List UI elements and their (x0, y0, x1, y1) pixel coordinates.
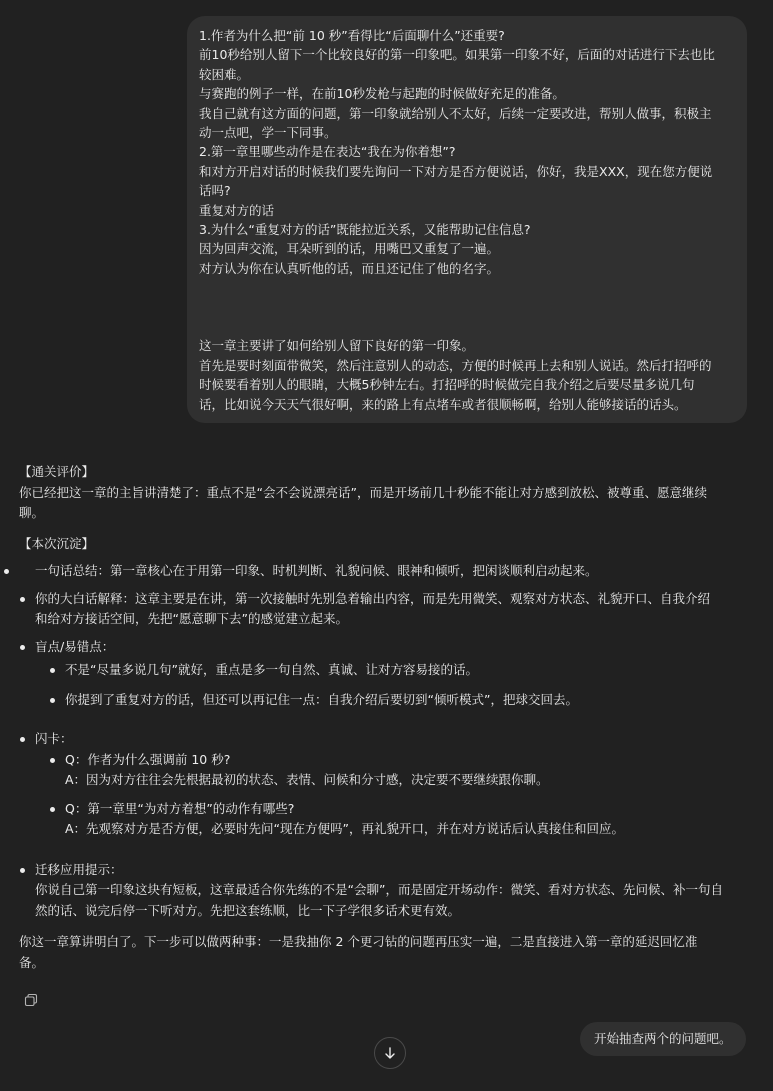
blindspot-point: 你提到了重复对方的话，但还可以再记住一点：自我介绍后要切到“倾听模式”，把球交回去。 (65, 690, 759, 711)
user-message-line: 与赛跑的例子一样，在前10秒发枪与起跑的时候做好充足的准备。 (199, 86, 565, 102)
copy-icon (24, 993, 38, 1007)
flashcard-list (35, 750, 759, 840)
transfer-item (19, 860, 759, 922)
user-message-line: 2.第一章里哪些动作是在表达“我在为你着想”? (199, 144, 456, 160)
blindspot-point: 不是“尽量多说几句”就好，重点是多一句自然、真诚、让对方容易接的话。 (65, 660, 759, 681)
closing-line: 备。 (19, 954, 45, 970)
overall-text-line: 你已经把这一章的主旨讲清楚了：重点不是“会不会说漂亮话”，而是开场前几十秒能不能让对方感到放松、被尊重、愿意继续 (19, 484, 707, 500)
flashcard-question: Q：作者为什么强调前 10 秒? (65, 750, 759, 771)
user-message-line: 对方认为你在认真听他的话，而且还记住了他的名字。 (199, 260, 500, 276)
flashcard (65, 799, 759, 840)
flashcard-answer: A：因为对方往往会先根据最初的状态、表情、问候和分寸感，决定要不要继续跟你聊。 (65, 772, 549, 787)
copy-button[interactable] (24, 992, 38, 1006)
scroll-to-bottom-button[interactable] (374, 1037, 406, 1069)
user-message-line: 动一点吧，学一下同事。 (199, 125, 337, 141)
flashcard-answer: A：先观察对方是否方便，必要时先问“现在方便吗”，再礼貌开口，并在对方说话后认真接住和回应。 (65, 821, 625, 836)
user-message-line: 时候要看着别人的眼睛，大概5秒钟左右。打招呼的时候做完自我介绍之后要尽量多说几句 (199, 377, 695, 393)
flashcard-item (19, 729, 759, 840)
user-message-line: 这一章主要讲了如何给别人留下良好的第一印象。 (199, 338, 475, 354)
flashcard-label: 闪卡： (35, 729, 759, 750)
transfer-line: 然的话、说完后停一下听对方。先把这套练顺，比一下子学很多话术更有效。 (35, 902, 461, 918)
user-message-line: 3.为什么“重复对方的话”既能拉近关系，又能帮助记住信息? (199, 222, 531, 238)
user-message-line: 话，比如说今天天气很好啊，来的路上有点堵车或者很顺畅啊，给别人能够接话的话头。 (199, 396, 687, 412)
overall-text-line: 聊。 (19, 505, 45, 520)
user-message-line: 较困难。 (199, 66, 250, 82)
assistant-message (19, 462, 759, 973)
transfer-line: 你说自己第一印象这块有短板，这章最适合你先练的不是“会聊”，而是固定开场动作：微笑、看对方状态、先问候、补一句自 (35, 882, 723, 897)
overall-heading: 【通关评价】 (19, 464, 95, 479)
user-message-line: 前10秒给别人留下一个比较良好的第一印象吧。如果第一印象不好，后面的对话进行下去也比 (199, 47, 715, 63)
arrow-down-icon (383, 1046, 397, 1060)
user-follow-up-bubble (580, 1022, 746, 1056)
plain-explanation-line: 和给对方接话空间，先把“愿意聊下去”的感觉建立起来。 (35, 611, 348, 626)
blindspot-label: 盲点/易错点： (35, 637, 759, 658)
plain-explanation-line: 你的大白话解释：这章主要是在讲，第一次接触时先别急着输出内容，而是先用微笑、观察对方状态、礼貌开口、自我介绍 (35, 589, 759, 610)
user-message-bubble (187, 16, 747, 423)
user-message-line: 首先是要时刻面带微笑，然后注意别人的动态，方便的时候再上去和别人说话。然后打招呼的 (199, 357, 712, 373)
blindspot-list (35, 660, 759, 710)
summary-sentence-item (19, 561, 759, 582)
transfer-label: 迁移应用提示： (35, 860, 759, 881)
blank-gap (199, 278, 735, 336)
flashcard-question: Q：第一章里“为对方着想”的动作有哪些? (65, 799, 759, 820)
user-message-line: 重复对方的话 (199, 202, 275, 218)
summary-sentence: 一句话总结：第一章核心在于用第一印象、时机判断、礼貌问候、眼神和倾听，把闲谈顺利启动起来。 (35, 563, 598, 578)
user-follow-up-text: 开始抽查两个的问题吧。 (594, 1031, 732, 1046)
closing-paragraph (19, 932, 759, 973)
blindspot-item (19, 637, 759, 711)
flashcard (65, 750, 759, 791)
user-message-line: 和对方开启对话的时候我们要先询问一下对方是否方便说话，你好，我是XXX，现在您方便说 (199, 163, 713, 179)
user-message-line: 因为回声交流，耳朵听到的话，用嘴巴又重复了一遍。 (199, 241, 500, 257)
user-message-line: 话吗? (199, 183, 231, 199)
user-message-line: 我自己就有这方面的问题，第一印象就给别人不太好，后续一定要改进，帮别人做事，积极主 (199, 105, 712, 121)
user-message-line: 1.作者为什么把“前 10 秒”看得比“后面聊什么”还重要? (199, 28, 505, 43)
plain-explanation-item (19, 589, 759, 630)
closing-line: 你这一章算讲明白了。下一步可以做两种事：一是我抽你 2 个更刁钻的问题再压实一遍，二是直接进入第一章的延迟回忆准 (19, 934, 698, 949)
summary-heading: 【本次沉淀】 (19, 535, 95, 551)
